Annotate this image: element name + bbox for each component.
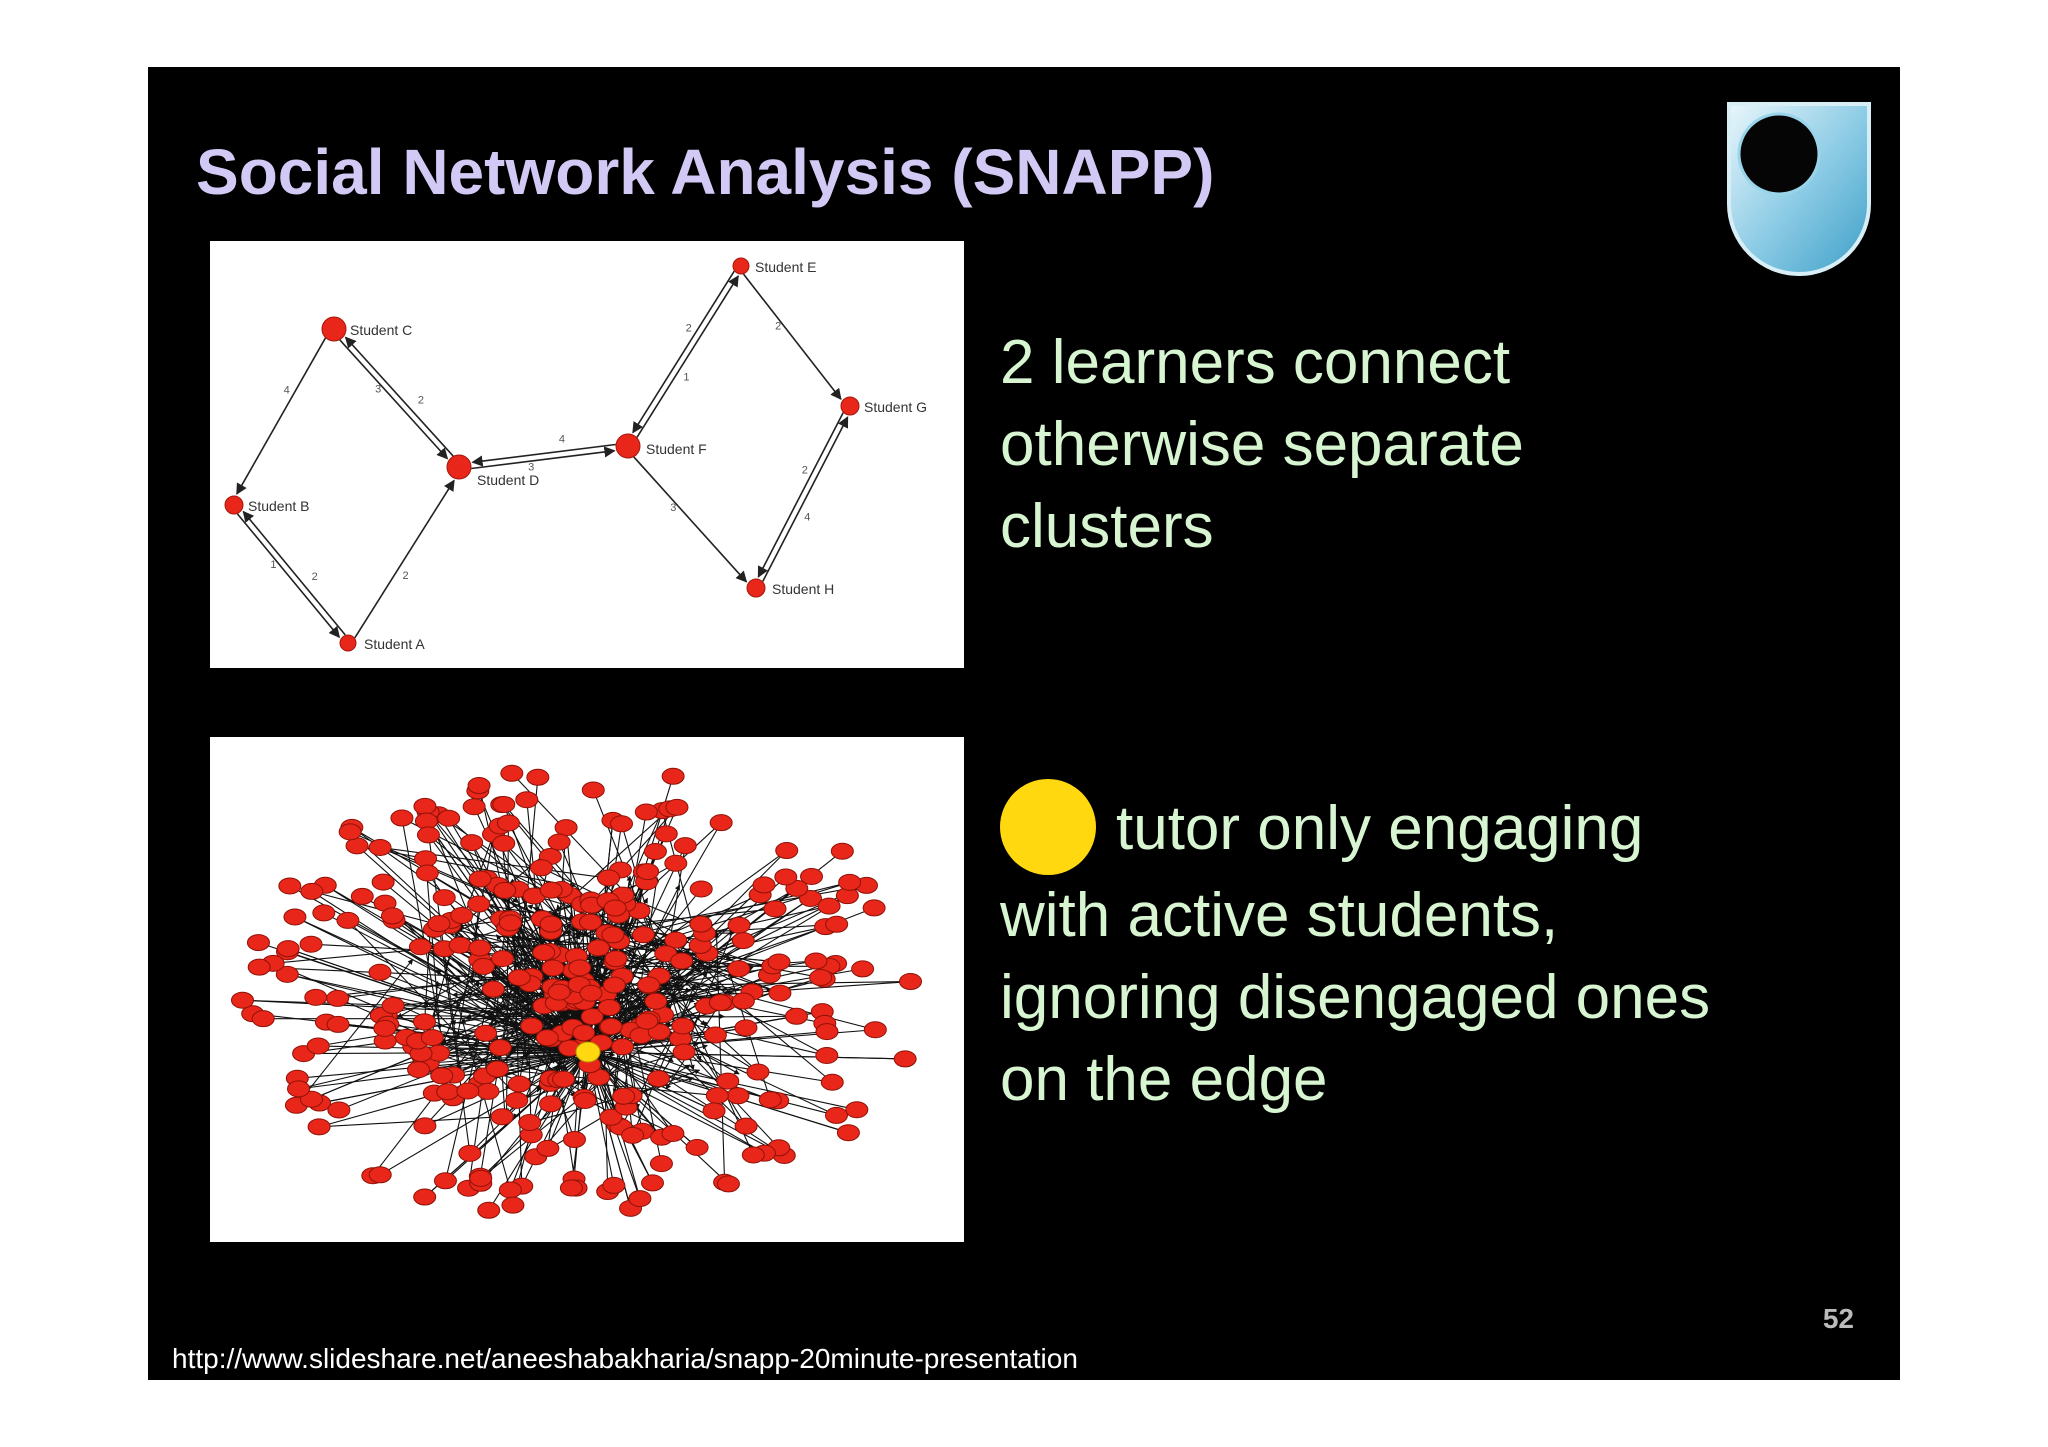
tutor-caption-text: tutor only engaging with active students, ignoring disengaged ones on the edge — [1000, 794, 1711, 1114]
network-node — [598, 999, 620, 1015]
network-node — [369, 1167, 391, 1183]
network-node — [247, 935, 269, 951]
network-node — [313, 905, 335, 921]
network-node — [508, 970, 530, 986]
network-node — [580, 985, 602, 1001]
network-node — [499, 1182, 521, 1198]
network-node — [438, 810, 460, 826]
edge-weight-label: 2 — [801, 464, 808, 477]
network-node — [635, 804, 657, 820]
edge-weight-label: 2 — [402, 570, 409, 583]
network-node — [768, 954, 790, 970]
network-node — [337, 912, 359, 928]
network-node — [690, 916, 712, 932]
network-node — [491, 1109, 513, 1125]
network-node — [602, 927, 624, 943]
network-node — [553, 1071, 575, 1087]
edge-weight-label: 1 — [683, 371, 690, 384]
network-node — [632, 927, 654, 943]
network-node — [894, 1051, 916, 1067]
edge-F-H — [634, 457, 747, 582]
network-node — [472, 958, 494, 974]
network-node — [555, 820, 577, 836]
network-node — [461, 835, 483, 851]
network-node — [650, 1156, 672, 1172]
network-node — [489, 1040, 511, 1056]
network-node — [382, 998, 404, 1014]
node-student-c — [322, 317, 346, 341]
network-node — [603, 1177, 625, 1193]
network-node — [604, 900, 626, 916]
network-node — [408, 1062, 430, 1078]
edge-weight-label: 3 — [375, 383, 382, 396]
network-node — [508, 1076, 530, 1092]
network-node — [493, 796, 515, 812]
network-node — [563, 1132, 585, 1148]
node-label-student-g: Student G — [864, 399, 928, 415]
network-node — [805, 953, 827, 969]
edge-weight-label: 2 — [417, 394, 425, 407]
network-node — [759, 1092, 781, 1108]
network-node — [277, 941, 299, 957]
network-node — [629, 1191, 651, 1207]
network-node — [732, 993, 754, 1009]
network-node — [764, 901, 786, 917]
edge-weight-label: 2 — [775, 320, 782, 333]
network-node — [542, 960, 564, 976]
network-node — [417, 827, 439, 843]
network-node — [821, 1074, 843, 1090]
network-node — [339, 824, 361, 840]
network-node — [709, 995, 731, 1011]
network-node — [501, 765, 523, 781]
network-node — [369, 964, 391, 980]
edge-G-H — [758, 413, 843, 577]
node-label-student-b: Student B — [248, 498, 310, 514]
network-node — [864, 1022, 886, 1038]
open-university-logo-icon — [1725, 100, 1873, 278]
large-network-diagram — [210, 737, 964, 1242]
network-node — [506, 1092, 528, 1108]
network-node — [747, 1064, 769, 1080]
network-node — [475, 1025, 497, 1041]
source-url: http://www.slideshare.net/aneeshabakharia/snapp-20minute-presentation — [172, 1343, 1078, 1374]
network-node — [308, 1119, 330, 1135]
network-node — [706, 1088, 728, 1104]
network-node — [468, 778, 490, 794]
network-node — [374, 1020, 396, 1036]
network-node — [482, 981, 504, 997]
network-node — [469, 940, 491, 956]
network-node — [666, 799, 688, 815]
network-node — [642, 1175, 664, 1191]
network-node — [463, 799, 485, 815]
network-node — [727, 1088, 749, 1104]
network-node — [839, 874, 861, 890]
network-node — [415, 851, 437, 867]
network-node — [327, 1016, 349, 1032]
network-node — [537, 1140, 559, 1156]
tutor-marker-icon — [1000, 779, 1096, 875]
network-node — [717, 1176, 739, 1192]
network-node — [434, 1173, 456, 1189]
network-node — [569, 960, 591, 976]
node-student-a — [340, 635, 356, 651]
network-node — [717, 1073, 739, 1089]
edge-weight-label: 4 — [558, 433, 566, 446]
network-node — [305, 989, 327, 1005]
network-node — [469, 871, 491, 887]
network-node — [769, 985, 791, 1001]
network-node — [785, 1008, 807, 1024]
network-node — [451, 908, 473, 924]
edge-C-B — [237, 338, 326, 494]
edge-weight-label: 4 — [804, 511, 811, 524]
node-student-b — [225, 496, 243, 514]
network-node — [468, 896, 490, 912]
network-node — [252, 1011, 274, 1027]
network-node — [416, 865, 438, 881]
network-node — [413, 1014, 435, 1030]
network-node — [414, 1118, 436, 1134]
network-node — [391, 810, 413, 826]
network-node — [753, 877, 775, 893]
network-node — [673, 1044, 695, 1060]
network-node — [459, 1145, 481, 1161]
network-node — [521, 1018, 543, 1034]
network-node — [431, 1068, 453, 1084]
network-node — [369, 839, 391, 855]
network-node — [598, 870, 620, 886]
network-node — [674, 838, 696, 854]
network-node — [486, 1061, 508, 1077]
network-node — [533, 945, 555, 961]
network-node — [775, 869, 797, 885]
tutor-node — [576, 1042, 600, 1062]
network-node — [735, 1020, 757, 1036]
network-node — [638, 977, 660, 993]
edge-D-C — [346, 337, 454, 456]
network-node — [540, 916, 562, 932]
network-node — [611, 816, 633, 832]
network-node — [414, 1189, 436, 1205]
network-node — [327, 990, 349, 1006]
network-node — [530, 860, 552, 876]
network-node — [852, 961, 874, 977]
network-node — [428, 916, 450, 932]
network-node — [612, 1039, 634, 1055]
network-node — [710, 815, 732, 831]
network-node — [637, 864, 659, 880]
node-label-student-e: Student E — [755, 259, 817, 275]
network-node — [284, 909, 306, 925]
network-node — [645, 993, 667, 1009]
node-student-e — [733, 258, 749, 274]
network-node — [816, 1024, 838, 1040]
network-node — [644, 844, 666, 860]
network-node — [776, 843, 798, 859]
edge-C-D — [340, 340, 448, 459]
network-node — [826, 916, 848, 932]
network-node — [605, 951, 627, 967]
node-label-student-a: Student A — [364, 636, 425, 652]
network-node — [540, 882, 562, 898]
page-number: 52 — [1822, 1303, 1854, 1334]
network-node — [704, 1027, 726, 1043]
network-node — [477, 1083, 499, 1099]
network-node — [573, 1025, 595, 1041]
small-network-graph — [210, 241, 964, 668]
network-node — [499, 915, 521, 931]
network-node — [548, 834, 570, 850]
network-node — [613, 1088, 635, 1104]
node-student-h — [747, 579, 765, 597]
node-student-d — [447, 455, 471, 479]
network-node — [372, 874, 394, 890]
edge-weight-label: 3 — [670, 501, 677, 514]
network-node — [647, 1071, 669, 1087]
edge-H-G — [763, 417, 848, 581]
network-node — [735, 1118, 757, 1134]
network-node — [665, 855, 687, 871]
network-node — [662, 768, 684, 784]
network-node — [837, 1125, 859, 1141]
network-node — [527, 769, 549, 785]
edge-weight-label: 4 — [283, 384, 290, 397]
network-node — [457, 1083, 479, 1099]
edge-weight-label: 1 — [270, 558, 277, 571]
node-student-f — [616, 434, 640, 458]
network-node — [516, 792, 538, 808]
network-node — [672, 1018, 694, 1034]
network-node — [574, 1092, 596, 1108]
network-node — [810, 970, 832, 986]
network-node — [846, 1102, 868, 1118]
network-node — [494, 882, 516, 898]
edge-weight-label: 2 — [311, 571, 318, 584]
edge-weight-label: 2 — [685, 322, 692, 335]
network-node — [433, 890, 455, 906]
node-label-student-f: Student F — [646, 441, 707, 457]
network-node — [231, 992, 253, 1008]
network-node — [437, 1084, 459, 1100]
node-label-student-c: Student C — [350, 322, 413, 338]
network-node — [655, 826, 677, 842]
network-node — [497, 815, 519, 831]
network-node — [519, 1115, 541, 1131]
network-node — [279, 878, 301, 894]
network-node — [742, 1147, 764, 1163]
network-node — [690, 881, 712, 897]
network-node — [409, 939, 431, 955]
network-node — [301, 883, 323, 899]
network-node — [831, 843, 853, 859]
slide-title: Social Network Analysis (SNAPP) — [196, 136, 1215, 208]
edge-B-A — [237, 514, 339, 637]
network-node — [818, 898, 840, 914]
network-node — [600, 1019, 622, 1035]
network-node — [300, 936, 322, 952]
network-node — [816, 1047, 838, 1063]
edge-E-F — [633, 271, 734, 432]
edge-A-B — [243, 512, 345, 635]
network-node — [307, 1038, 329, 1054]
network-node — [548, 984, 570, 1000]
network-node — [560, 1180, 582, 1196]
large-network-graph — [210, 737, 964, 1242]
network-node — [728, 961, 750, 977]
edge-A-D — [355, 480, 454, 637]
network-node — [492, 951, 514, 967]
network-node — [728, 917, 750, 933]
network-node — [582, 782, 604, 798]
node-label-student-d: Student D — [477, 472, 540, 488]
network-node — [863, 900, 885, 916]
network-node — [636, 1013, 658, 1029]
edge-E-G — [744, 274, 841, 399]
network-node — [248, 959, 270, 975]
network-node — [470, 1170, 492, 1186]
network-node — [703, 1103, 725, 1119]
edge-weight-label: 3 — [528, 461, 535, 474]
network-node — [622, 1127, 644, 1143]
network-node — [825, 1107, 847, 1123]
network-node — [502, 1197, 524, 1213]
small-network-diagram — [210, 241, 964, 668]
network-node — [421, 1030, 443, 1046]
network-node — [328, 1102, 350, 1118]
node-label-student-h: Student H — [772, 581, 835, 597]
network-node — [900, 974, 922, 990]
network-node — [493, 835, 515, 851]
network-node — [587, 940, 609, 956]
slide — [148, 67, 1900, 1380]
network-node — [671, 953, 693, 969]
network-node — [478, 1202, 500, 1218]
node-student-g — [841, 397, 859, 415]
network-edge — [588, 1052, 905, 1059]
network-node — [603, 977, 625, 993]
tutor-caption — [1000, 779, 1720, 1121]
clusters-caption: 2 learners connect otherwise separate clusters — [1000, 328, 1524, 561]
network-node — [351, 888, 373, 904]
network-node — [449, 937, 471, 953]
network-node — [732, 933, 754, 949]
edge-F-E — [637, 276, 738, 437]
network-node — [540, 1096, 562, 1112]
network-node — [381, 908, 403, 924]
network-node — [662, 1125, 684, 1141]
network-node — [686, 1140, 708, 1156]
network-node — [580, 914, 602, 930]
network-node — [414, 798, 436, 814]
network-node — [288, 1081, 310, 1097]
network-node — [536, 1030, 558, 1046]
